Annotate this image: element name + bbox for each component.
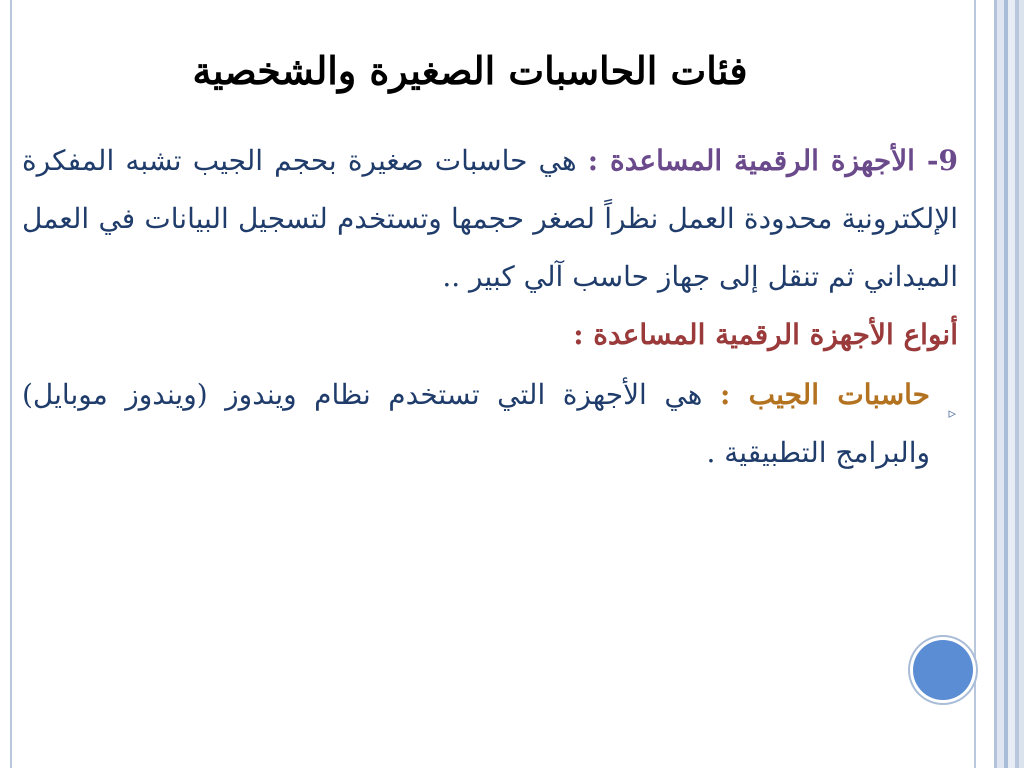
slide-content [22,132,958,482]
bullet-body: هي الأجهزة التي تستخدم نظام ويندوز (ويندوز موبايل) والبرامج التطبيقية . [22,378,930,469]
numbered-paragraph [22,132,958,306]
paragraph-body: هي حاسبات صغيرة بحجم الجيب تشبه المفكرة الإلكترونية محدودة العمل نظراً لصغر حجمها وتستخدم لتسجيل البيانات في العمل الميداني ثم تنقل إلى جهاز حاسب آلي كبير .. [22,144,958,293]
bullet-heading: حاسبات الجيب : [719,378,930,411]
decorative-circle [913,640,973,700]
numbered-heading: 9- الأجهزة الرقمية المساعدة : [587,144,959,177]
right-frame-line [974,0,976,768]
slide-title: فئات الحاسبات الصغيرة والشخصية [192,48,748,93]
left-frame-line [10,0,12,768]
bullet-item [22,366,958,482]
chevron-bullet-icon: ▹ [948,404,956,422]
decorative-right-band [988,0,1024,768]
section-heading: أنواع الأجهزة الرقمية المساعدة : [573,318,958,351]
